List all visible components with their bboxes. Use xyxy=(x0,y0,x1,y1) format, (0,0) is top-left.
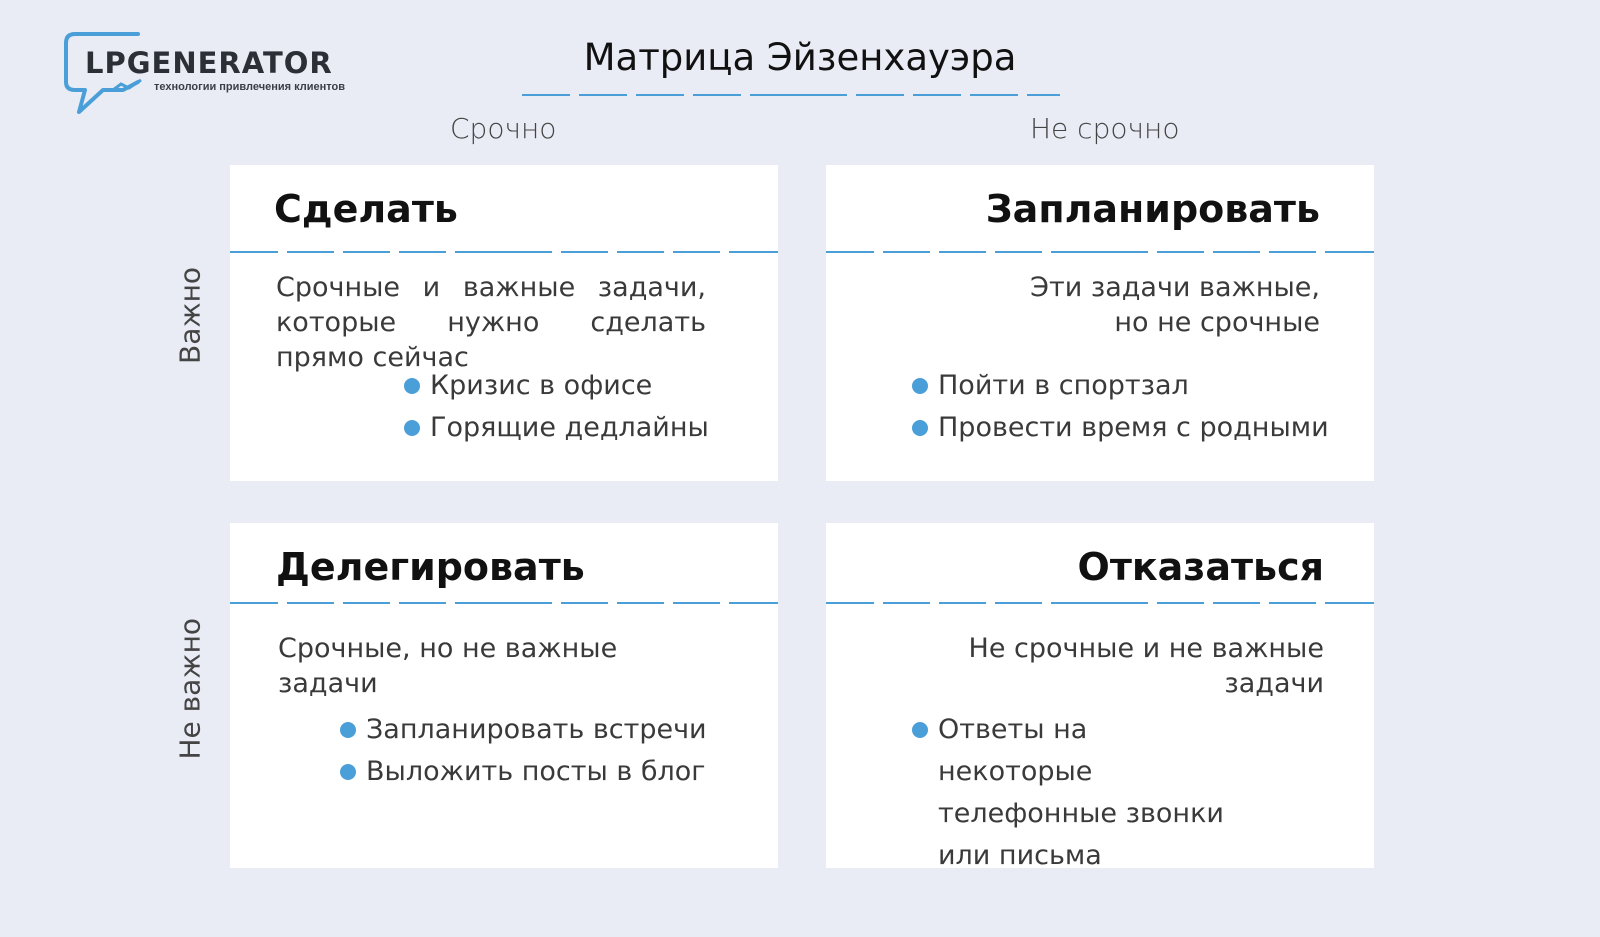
column-label-urgent: Срочно xyxy=(450,112,557,145)
quadrant-items xyxy=(340,709,707,793)
quadrant-plan xyxy=(826,165,1374,481)
logo xyxy=(63,32,363,122)
quadrant-description: Срочные, но не важные задачи xyxy=(278,633,618,699)
quadrant-divider xyxy=(826,250,1374,254)
quadrant-do xyxy=(230,165,778,481)
list-item: Провести время с родными xyxy=(912,407,1329,449)
bullet-icon xyxy=(404,420,420,436)
row-label-not-important: Не важно xyxy=(173,617,207,760)
quadrant-delegate xyxy=(230,523,778,868)
column-label-not-urgent: Не срочно xyxy=(1030,112,1180,145)
quadrant-title: Отказаться xyxy=(1077,545,1324,589)
list-item: Горящие дедлайны xyxy=(404,407,709,449)
bullet-icon xyxy=(912,378,928,394)
page-title: Матрица Эйзенхауэра xyxy=(583,36,1017,79)
list-item: Кризис в офисе xyxy=(404,365,709,407)
list-item: Выложить посты в блог xyxy=(340,751,707,793)
logo-name: LPGENERATOR xyxy=(85,46,333,80)
bullet-icon xyxy=(404,378,420,394)
quadrant-divider xyxy=(230,250,778,254)
quadrant-items xyxy=(912,709,1242,877)
bullet-icon xyxy=(340,722,356,738)
quadrant-title: Делегировать xyxy=(276,545,585,589)
quadrant-items xyxy=(404,365,709,449)
quadrant-description: Не срочные и не важные задачи xyxy=(968,633,1324,699)
bullet-icon xyxy=(912,420,928,436)
quadrant-title: Сделать xyxy=(274,187,458,231)
quadrant-title: Запланировать xyxy=(985,187,1320,231)
list-item: Ответы на некоторые телефонные звонки или письма xyxy=(912,709,1242,877)
quadrant-description: Срочные и важные задачи, которые нужно сделать прямо сейчас xyxy=(276,272,706,373)
quadrant-divider xyxy=(230,601,778,605)
title-underline xyxy=(522,93,1062,97)
logo-tagline: технологии привлечения клиентов xyxy=(154,81,345,93)
row-label-important: Важно xyxy=(173,266,207,365)
quadrant-description: Эти задачи важные, но не срочные xyxy=(1030,272,1320,338)
list-item: Запланировать встречи xyxy=(340,709,707,751)
quadrant-items xyxy=(912,365,1329,449)
quadrant-divider xyxy=(826,601,1374,605)
bullet-icon xyxy=(912,722,928,738)
quadrant-drop xyxy=(826,523,1374,871)
bullet-icon xyxy=(340,764,356,780)
list-item: Пойти в спортзал xyxy=(912,365,1329,407)
